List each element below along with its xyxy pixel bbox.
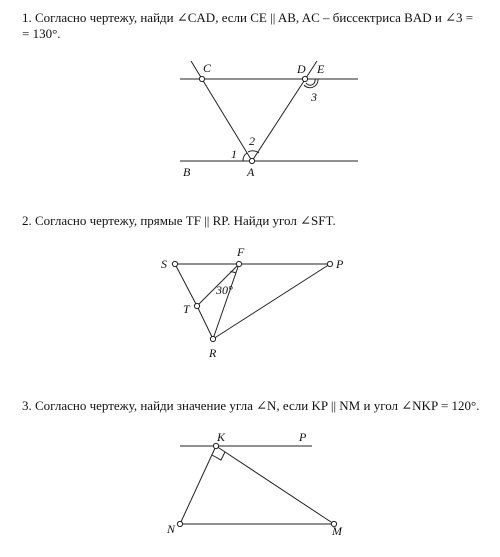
label-k: K bbox=[217, 430, 226, 444]
label-d: D bbox=[297, 62, 306, 76]
point-d bbox=[302, 76, 307, 81]
point-k bbox=[213, 443, 218, 448]
label-m: M bbox=[332, 524, 342, 538]
problem-2-figure bbox=[0, 240, 500, 360]
segment-rp bbox=[213, 264, 330, 339]
label-n: N bbox=[167, 522, 176, 536]
point-p bbox=[327, 261, 332, 266]
segment-km bbox=[216, 446, 334, 524]
segment-tr bbox=[197, 306, 213, 339]
label-angle-30: 30° bbox=[216, 283, 233, 297]
problem-1-text bbox=[22, 10, 473, 42]
point-s bbox=[172, 261, 177, 266]
problem-3-line-1: 3. Согласно чертежу, найди значение угла ∠N, если KP || NM и угол ∠NKP = 120°. bbox=[22, 398, 480, 413]
label-t: T bbox=[183, 302, 190, 316]
right-angle-mark bbox=[212, 452, 225, 460]
segment-fr bbox=[213, 264, 239, 339]
problem-1-line-1: 1. Согласно чертежу, найди ∠CAD, если CE || AB, AC – биссектриса BAD и ∠3 = bbox=[22, 10, 474, 25]
label-angle-1: 1 bbox=[231, 147, 237, 161]
label-b: B bbox=[183, 165, 191, 179]
problem-1-figure bbox=[0, 55, 500, 235]
problem-2-text bbox=[22, 213, 336, 229]
point-f bbox=[236, 261, 241, 266]
problem-1-line-2: = 130°. bbox=[22, 26, 61, 41]
label-angle-3: 3 bbox=[311, 90, 317, 104]
point-n bbox=[177, 521, 182, 526]
label-r: R bbox=[209, 346, 217, 360]
point-c bbox=[199, 76, 204, 81]
segment-kn bbox=[180, 446, 216, 524]
angle-1-arc bbox=[243, 153, 247, 161]
label-p: P bbox=[336, 257, 344, 271]
label-e: E bbox=[317, 62, 325, 76]
label-f: F bbox=[237, 245, 245, 259]
label-p3: P bbox=[299, 430, 307, 444]
point-r bbox=[210, 336, 215, 341]
ray-ac bbox=[191, 61, 252, 161]
point-a bbox=[249, 158, 254, 163]
problem-3-text bbox=[22, 398, 479, 414]
label-s: S bbox=[161, 257, 167, 271]
ray-ad bbox=[252, 61, 317, 161]
label-c: C bbox=[203, 61, 212, 75]
label-a: A bbox=[247, 165, 255, 179]
problem-2-line-1: 2. Согласно чертежу, прямые TF || RP. Найди угол ∠SFT. bbox=[22, 213, 336, 228]
point-t bbox=[194, 303, 199, 308]
label-angle-2: 2 bbox=[249, 134, 255, 148]
segment-st bbox=[175, 264, 197, 306]
problem-3-figure bbox=[0, 425, 500, 545]
